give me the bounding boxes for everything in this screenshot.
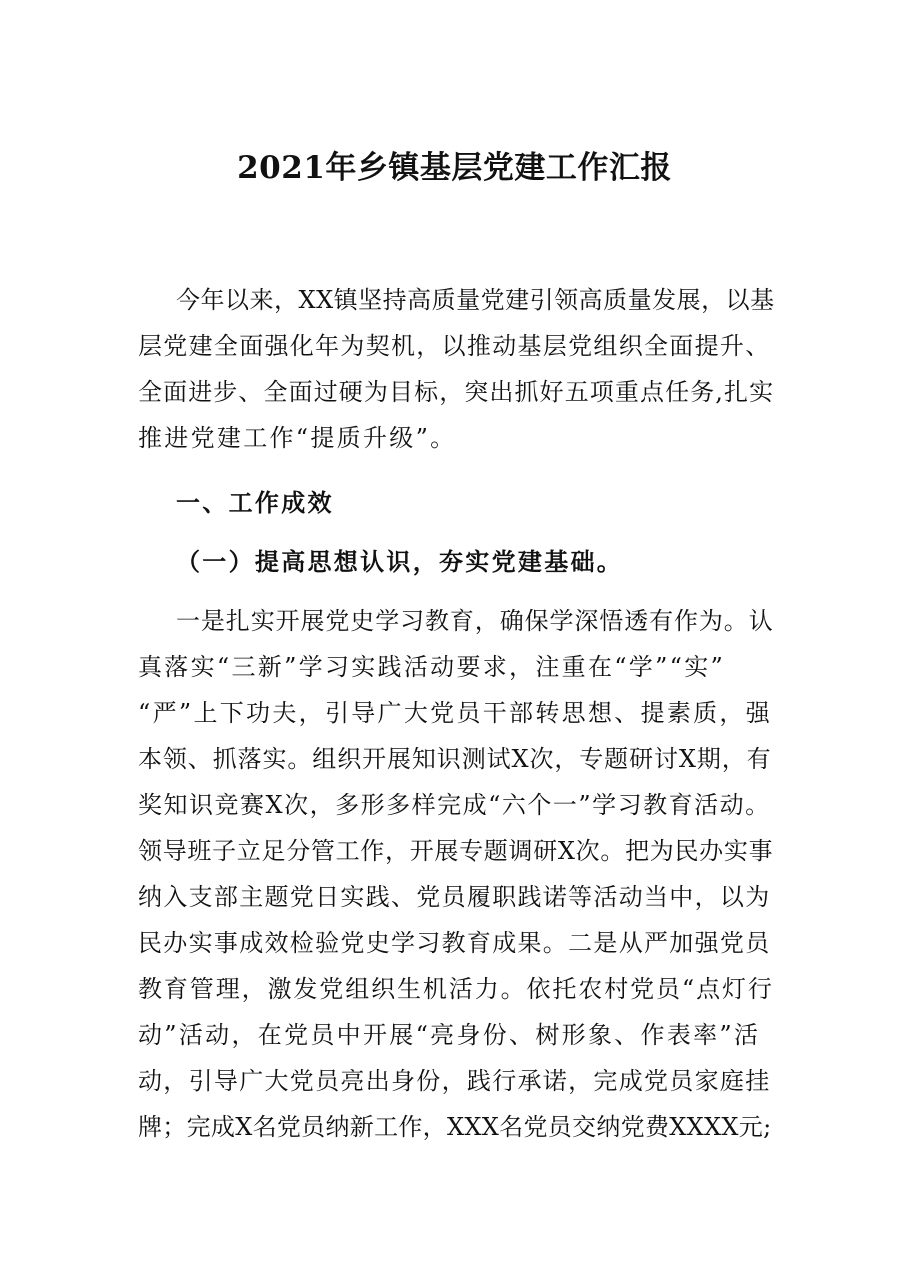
paragraph-line: 纳入支部主题党日实践、党员履职践诺等活动当中，以为 xyxy=(138,883,771,911)
paragraph-line: 奖知识竞赛X次，多形多样完成“六个一”学习教育活动。 xyxy=(138,791,771,819)
paragraph-line: 本领、抓落实。组织开展知识测试X次，专题研讨X期，有 xyxy=(138,745,772,773)
paragraph-line: 教育管理，激发党组织生机活力。依托农村党员“点灯行 xyxy=(138,975,774,1003)
paragraph-line: “严”上下功夫，引导广大党员干部转思想、提素质，强 xyxy=(138,699,773,727)
paragraph-line: 推进党建工作“提质升级”。 xyxy=(138,424,457,452)
paragraph-line: 牌；完成X名党员纳新工作，XXX名党员交纳党费XXXX元; xyxy=(138,1113,772,1141)
subsection-heading: （一）提高思想认识，夯实党建基础。 xyxy=(176,547,624,576)
section-heading: 一、工作成效 xyxy=(176,488,334,517)
document-title: 2021年乡镇基层党建工作汇报 xyxy=(237,150,672,186)
paragraph-line: 层党建全面强化年为契机，以推动基层党组织全面提升、 xyxy=(138,332,771,360)
paragraph-line: 一是扎实开展党史学习教育，确保学深悟透有作为。认 xyxy=(176,607,774,635)
paragraph-line: 领导班子立足分管工作，开展专题调研X次。把为民办实事 xyxy=(138,837,774,865)
paragraph-line: 全面进步、全面过硬为目标，突出抓好五项重点任务,扎实 xyxy=(138,378,775,406)
paragraph-line: 民办实事成效检验党史学习教育成果。二是从严加强党员 xyxy=(138,929,771,957)
paragraph-line: 动”活动，在党员中开展“亮身份、树形象、作表率”活 xyxy=(138,1021,761,1049)
paragraph-line: 动，引导广大党员亮出身份，践行承诺，完成党员家庭挂 xyxy=(138,1067,771,1095)
paragraph-line: 今年以来，XX镇坚持高质量党建引领高质量发展，以基 xyxy=(176,286,775,314)
paragraph-line: 真落实“三新”学习实践活动要求，注重在“学”“实” xyxy=(138,653,726,681)
